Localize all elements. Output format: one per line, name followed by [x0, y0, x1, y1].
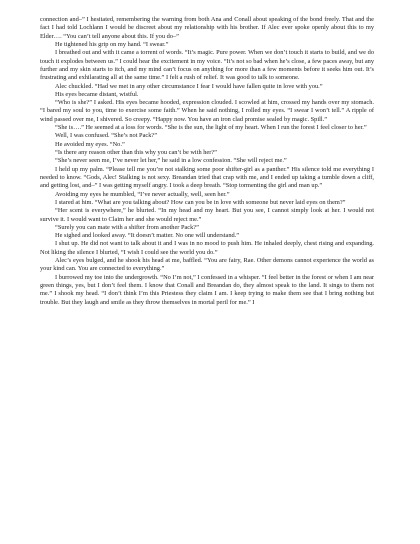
document-body [40, 16, 374, 307]
paragraph-6: “She is….” He seemed at a loss for words. “She is the sun, the light of my heart. When I run the forest I feel closer to her.” [55, 124, 367, 132]
paragraph-4: His eyes became distant, wistful. [55, 90, 139, 98]
paragraph-2: I breathed out and with it came a torrent of words. “It’s magic. Pure power. When we don’t touch it starts to build, and we do touch it explodes between us.” I could hear the excitement in my voice. “It’s not so bad when he’s close, a few paces away, but any further and my skin starts to itch, and my mind can’t focus on anything for more than a few moments before it seeks him out. It’s frustrating and exhilarating all at the same time.” I felt a rush of relief. It was good to talk to someone. [40, 49, 374, 82]
paragraph-19: I burrowed my toe into the undergrowth. “No I’m not,” I confessed in a whisper. “I feel better in the forest or when I am near green things, yes, but I don’t feel them. I know that Conall and Breandan do, they almost speak to the land. It sings to them not me.” I shook my head. “I don’t think I’m this Priestess they claim I am. I keep trying to make them see that I bring nothing but trouble. But they laugh and smile as they throw themselves in mortal peril for me.” I [40, 273, 374, 306]
paragraph-16: He sighed and looked away. “It doesn’t matter. No one will understand.” [55, 232, 240, 240]
paragraph-0: connection and–” I hesitated, remembering the warning from both Ana and Conall about speaking of the bond freely. That and the fact I had told Lochlann I would be discreet about my relationship with his brother. If Alec ever spoke openly about this to my Elder…. “You can’t tell anyone about this. If you do–” [40, 16, 374, 40]
paragraph-8: He avoided my eyes. “No.” [55, 140, 125, 148]
paragraph-12: Avoiding my eyes he mumbled, “I’ve never actually, well, seen her.” [55, 190, 230, 198]
paragraph-13: I stared at him. “What are you talking about? How can you be in love with someone but never laid eyes on them?” [55, 198, 346, 206]
paragraph-10: “She’s never seen me, I’ve never let her,” he said in a low confession. “She will reject me.” [55, 157, 287, 165]
paragraph-17: I shut up. He did not want to talk about it and I was in no mood to push him. He inhaled deeply, chest rising and expanding. Not liking the silence I blurted, “I wish I could see the world you do.” [40, 240, 374, 256]
paragraph-3: Alec chuckled. “Had we met in any other circumstance I fear I would have fallen quite in love with you.” [55, 82, 323, 90]
paragraph-1: He tightened his grip on my hand. “I swear.” [55, 40, 169, 48]
paragraph-11: I held up my palm. “Please tell me you’re not stalking some poor shifter-girl as a panther.” His silence told me everything I needed to know. “Gods, Alec! Stalking is not sexy. Breandan tried that crap with me, and I ended up taking a tumble down a cliff, and getting lost, and–” I was getting myself angry. I took a deep breath. “Stop tormenting the girl and man up.” [40, 165, 374, 190]
paragraph-18: Alec’s eyes bulged, and he shook his head at me, baffled. “You are fairy, Rae. Other demons cannot experience the world as your kind can. You are connected to everything.” [40, 257, 374, 273]
paragraph-5: “Who is she?” I asked. His eyes became hooded, expression clouded. I scowled at him, crossed my hands over my stomach. “I bared my soul to you, time to exercise some faith.” When he said nothing, I rolled my eyes. “I swear I won’t tell.” A ripple of wind passed over me, I shivered. So creepy. “Happy now. You have an iron clad promise sealed by magic. Spill.” [40, 99, 374, 123]
paragraph-9: “Is there any reason other than this why you can’t be with her?” [55, 149, 217, 156]
paragraph-7: Well, I was confused. “She’s not Pack?” [55, 132, 158, 140]
paragraph-15: “Surely you can mate with a shifter from another Pack?” [55, 223, 199, 231]
paragraph-14: “Her scent is everywhere,” he blurted. “In my head and my heart. But you see, I cannot simply look at her. I would not survive it. I would want to Claim her and she would reject me.” [40, 207, 374, 223]
